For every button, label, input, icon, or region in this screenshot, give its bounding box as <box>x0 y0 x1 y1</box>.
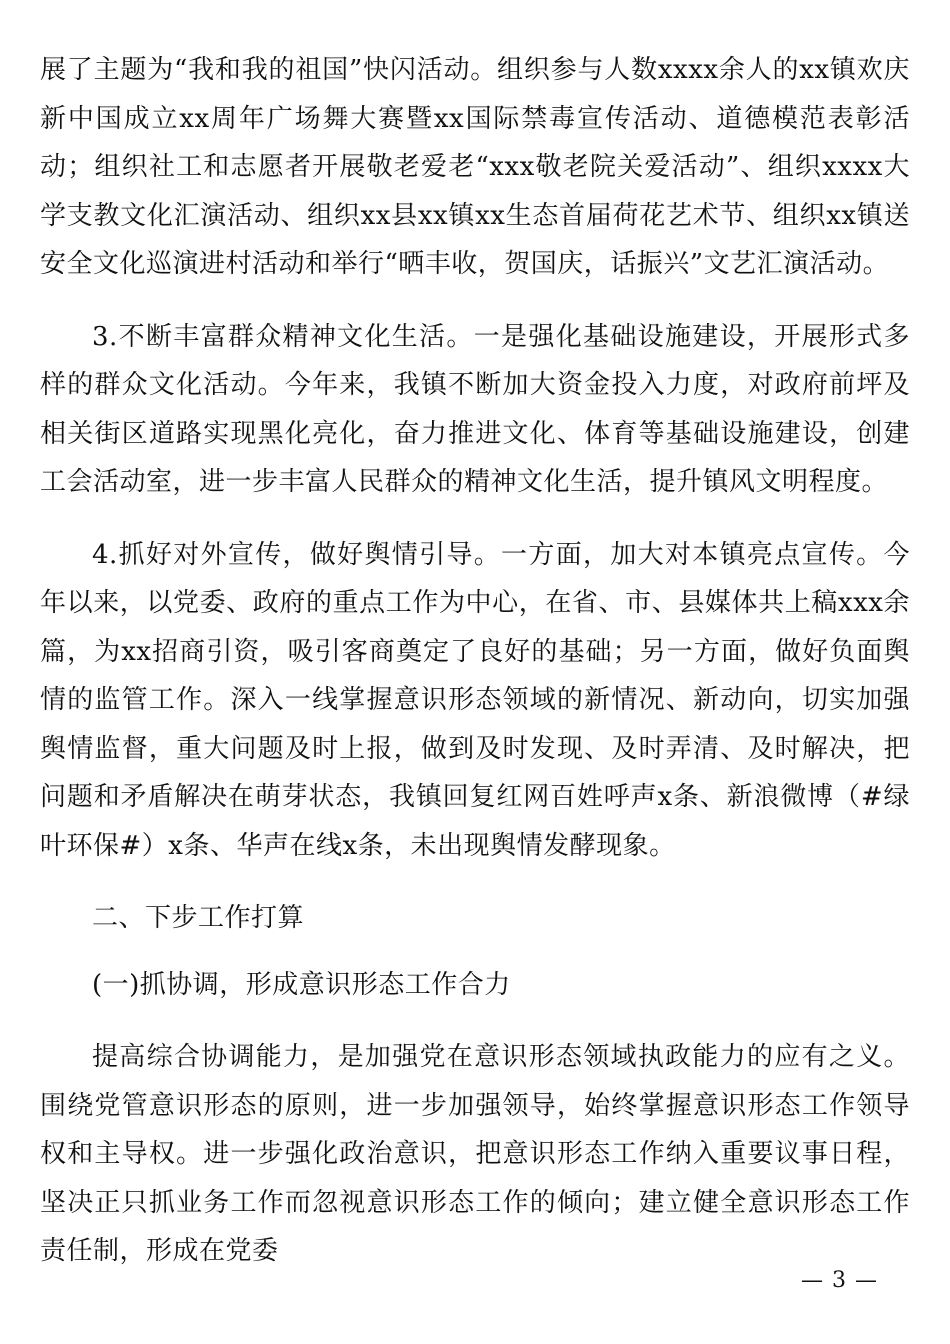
subsection-heading-coordination: (一)抓协调，形成意识形态工作合力 <box>92 969 511 1000</box>
document-page <box>40 46 910 1276</box>
paragraph-item-4-publicity: 4.抓好对外宣传，做好舆情引导。一方面，加大对本镇亮点宣传。今年以来，以党委、政府的重点工作为中心，在省、市、县媒体共上稿xxx余篇，为xx招商引资，吸引客商奠定了良好的基础；另一方面，做好负面舆情的监管工作。深入一线掌握意识形态领域的新情况、新动向，切实加强舆情监督，重大问题及时上报，做到及时发现、及时弄清、及时解决，把问题和矛盾解决在萌芽状态，我镇回复红网百姓呼声x条、新浪微博（#绿叶环保#）x条、华声在线x条，未出现舆情发酵现象。 <box>40 539 910 861</box>
paragraph-item-3-cultural-life: 3.不断丰富群众精神文化生活。一是强化基础设施建设，开展形式多样的群众文化活动。今年来，我镇不断加大资金投入力度，对政府前坪及相关街区道路实现黑化亮化，奋力推进文化、体育等基础设施建设，创建工会活动室，进一步丰富人民群众的精神文化生活，提升镇风文明程度。 <box>40 321 910 497</box>
paragraph-activities-continued: 展了主题为“我和我的祖国”快闪活动。组织参与人数xxxx余人的xx镇欢庆新中国成立xx周年广场舞大赛暨xx国际禁毒宣传活动、道德模范表彰活动；组织社工和志愿者开展敬老爱老“xxx敬老院关爱活动”、组织xxxx大学支教文化汇演活动、组织xx县xx镇xx生态首届荷花艺术节、组织xx镇送安全文化巡演进村活动和举行“晒丰收，贺国庆，话振兴”文艺汇演活动。 <box>40 55 910 279</box>
section-heading-next-steps: 二、下步工作打算 <box>92 903 305 933</box>
paragraph-coordination-body: 提高综合协调能力，是加强党在意识形态领域执政能力的应有之义。围绕党管意识形态的原则，进一步加强领导，始终掌握意识形态工作领导权和主导权。进一步强化政治意识，把意识形态工作纳入重要议事日程，坚决正只抓业务工作而忽视意识形态工作的倾向；建立健全意识形态工作责任制，形成在党委 <box>40 1042 910 1266</box>
page-number: — 3 — <box>801 1268 878 1293</box>
